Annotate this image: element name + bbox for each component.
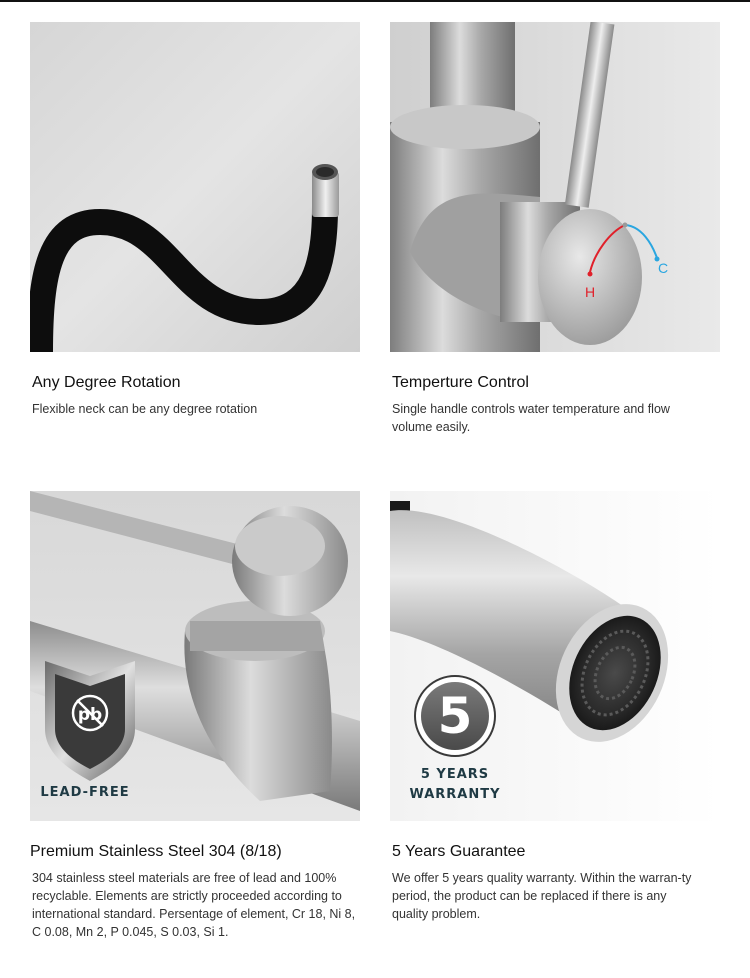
temperature-image xyxy=(390,22,720,352)
warranty-image xyxy=(390,491,720,821)
faucet-handle-illustration xyxy=(390,22,720,352)
stainless-image xyxy=(30,491,360,821)
cold-label: C xyxy=(658,260,669,276)
feature-description: Flexible neck can be any degree rotation xyxy=(32,402,258,416)
hot-label: H xyxy=(585,284,596,300)
feature-description: Single handle controls water temperature and flow volume easily. xyxy=(392,402,670,434)
feature-card-warranty xyxy=(390,491,720,961)
feature-card-temperature xyxy=(390,22,720,452)
feature-description: 304 stainless steel materials are free of lead and 100% recyclable. Elements are strictly proceeded according to international standard. Persentage of element, Cr 18, Ni 8, C 0.08, Mn 2, P 0.045, S 0.03, Si 1. xyxy=(32,871,356,939)
top-divider xyxy=(0,0,750,2)
pb-symbol: pb xyxy=(77,705,103,725)
feature-card-stainless xyxy=(30,491,360,961)
warranty-number: 5 xyxy=(437,687,473,745)
feature-title: Temperture Control xyxy=(392,374,529,391)
feature-title: 5 Years Guarantee xyxy=(392,843,526,860)
feature-description: We offer 5 years quality warranty. Within the warran-ty period, the product can be replaced if there is any quality problem. xyxy=(392,871,692,921)
lead-free-label: LEAD-FREE xyxy=(40,785,130,800)
faucet-body-illustration xyxy=(30,491,360,821)
feature-title: Any Degree Rotation xyxy=(32,374,181,391)
warranty-years-label: 5 YEARS xyxy=(420,767,490,782)
feature-card-rotation xyxy=(30,22,360,452)
flexible-hose-illustration xyxy=(30,22,360,352)
rotation-image xyxy=(30,22,360,352)
warranty-label: WARRANTY xyxy=(409,787,501,802)
feature-title: Premium Stainless Steel 304 (8/18) xyxy=(30,843,282,860)
